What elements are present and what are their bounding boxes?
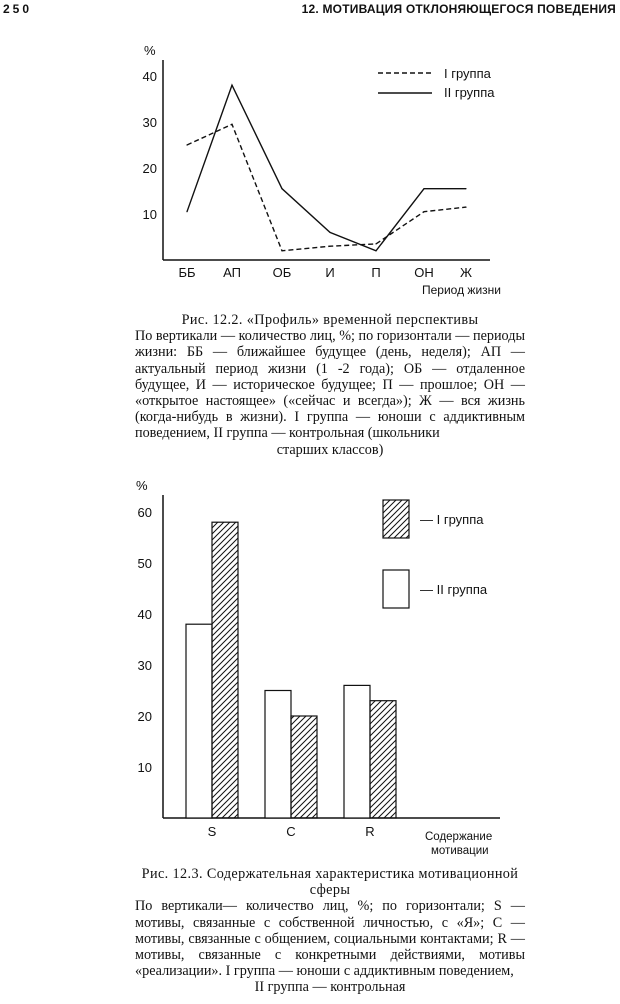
series-line-group2 [187, 85, 466, 251]
x-axis-title-line2: мотивации [431, 845, 489, 857]
x-tick-label: Ж [459, 265, 473, 280]
caption-body: По вертикали — количество лиц, %; по горизонтали — периоды жизни: ББ — ближайшее будущее (день, неделя); АП — актуальный период жизни (1 -2 года); ОБ — отдаленное будущее, И — историческое будущее; П — прошлое; ОН — «открытое настоящее» («сейчас и всегда»); Ж — вся жизнь (когда-нибудь в жизни). I группа — юноши с аддиктивным поведением, II группа — контрольная (школьники [135, 328, 525, 442]
bar-group2 [186, 624, 212, 818]
x-tick-label: АП [223, 265, 241, 280]
data-point [281, 188, 282, 189]
data-point [423, 188, 424, 189]
x-axis-title-line1: Содержание [425, 831, 493, 843]
caption-last-line: старших классов) [276, 441, 384, 458]
y-axis-unit: % [144, 43, 156, 58]
bar-group1 [370, 701, 396, 818]
x-tick-label: ОН [414, 265, 434, 280]
bar-group2 [265, 691, 291, 819]
data-point [186, 144, 187, 145]
caption-last-line: II группа — контрольная [254, 979, 406, 996]
data-point [329, 232, 330, 233]
y-tick-label: 40 [142, 69, 157, 84]
data-point [231, 124, 232, 125]
bar-group2 [344, 685, 370, 818]
y-tick-label: 40 [137, 607, 152, 622]
x-tick-label: И [325, 265, 335, 280]
y-tick-label: 30 [142, 115, 157, 130]
data-point [375, 250, 376, 251]
page-number: 250 [3, 2, 33, 16]
figure-caption-12-3 [135, 866, 525, 996]
x-tick-label: ОБ [272, 265, 292, 280]
data-point [186, 211, 187, 212]
legend-swatch-hatched [383, 500, 409, 538]
bar-group1 [212, 522, 238, 818]
data-point [465, 207, 466, 208]
caption-body: По вертикали— количество лиц, %; по горизонтали; S — мотивы, связанные с собственной личностью, с «Я»; С — мотивы, связанные с общением, социальными контактами; R — мотивы, связанные с конкретными действиями, мотивы «реализации». I группа — юноши с аддиктивным поведением, [135, 898, 525, 980]
line-chart-time-perspective [0, 30, 620, 302]
running-head: 12. МОТИВАЦИЯ ОТКЛОНЯЮЩЕГОСЯ ПОВЕДЕНИЯ [301, 2, 616, 16]
caption-title: Рис. 12.3. Содержательная характеристика мотивационной сферы [141, 866, 519, 899]
x-tick-label: C [286, 824, 296, 839]
legend-label-group1: — I группа [420, 512, 484, 527]
caption-title: Рис. 12.2. «Профиль» временной перспективы [181, 312, 479, 328]
x-tick-label: П [371, 265, 381, 280]
y-tick-label: 10 [142, 207, 157, 222]
y-tick-label: 30 [137, 658, 152, 673]
data-point [281, 250, 282, 251]
bar-chart-motivation [0, 470, 620, 860]
page-header [0, 0, 620, 22]
x-tick-label: S [207, 824, 217, 839]
data-point [375, 243, 376, 244]
bar-group1 [291, 716, 317, 818]
y-tick-label: 50 [137, 556, 152, 571]
data-point [423, 211, 424, 212]
legend-label-group2: II группа [444, 85, 495, 100]
x-tick-label: ББ [178, 265, 196, 280]
y-axis-unit: % [136, 478, 148, 493]
data-point [231, 85, 232, 86]
y-tick-label: 60 [137, 505, 152, 520]
x-tick-label: R [365, 824, 375, 839]
data-point [465, 188, 466, 189]
y-tick-label: 10 [137, 760, 152, 775]
y-tick-label: 20 [137, 709, 152, 724]
legend-swatch-white [383, 570, 409, 608]
data-point [329, 246, 330, 247]
figure-caption-12-2 [135, 312, 525, 458]
y-tick-label: 20 [142, 161, 157, 176]
legend-label-group1: I группа [444, 66, 491, 81]
legend-label-group2: — II группа [420, 582, 488, 597]
series-line-group1 [187, 124, 466, 251]
x-axis-title: Период жизни [422, 283, 501, 297]
